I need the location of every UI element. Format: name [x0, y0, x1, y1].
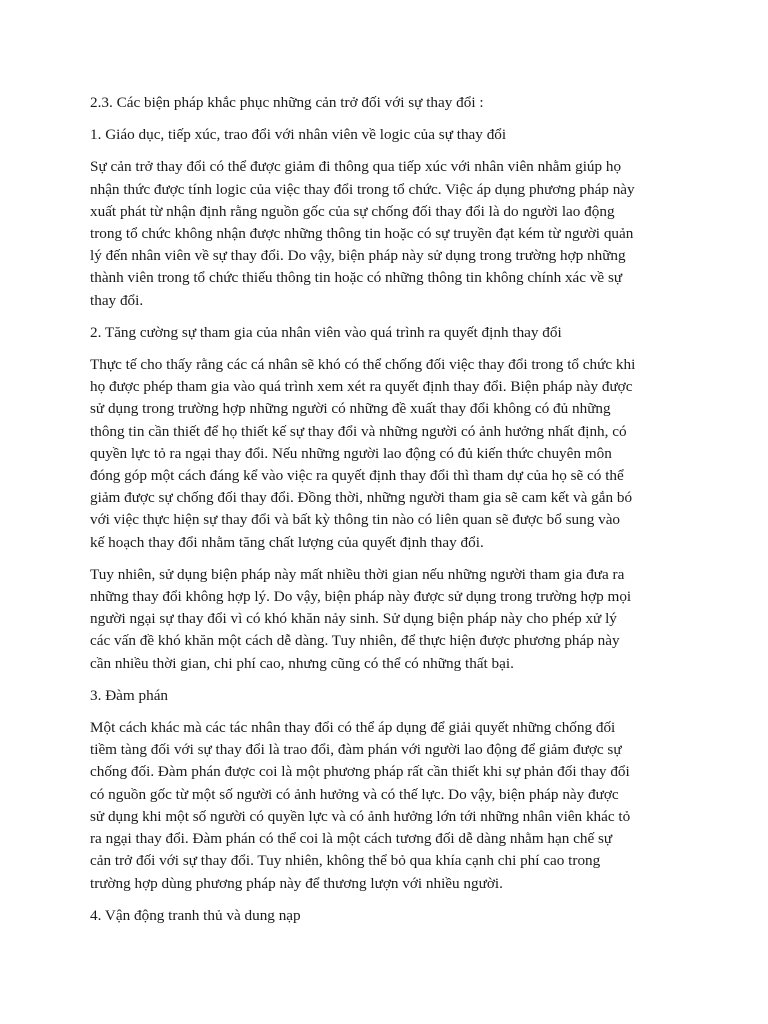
heading-4: 4. Vận động tranh thủ và dung nạp: [90, 906, 301, 924]
text-line: cản trở đối với sự thay đổi. Tuy nhiên, không thể bỏ qua khía cạnh chi phí cao trong: [90, 852, 601, 870]
text-line: người ngại sự thay đổi vì có khó khăn nảy sinh. Sử dụng biện pháp này cho phép xử lý: [90, 610, 617, 628]
text-line: các vấn đề khó khăn một cách dễ dàng. Tuy nhiên, để thực hiện được phương pháp này: [90, 632, 620, 650]
paragraph-2: [90, 354, 690, 554]
text-line: cần nhiều thời gian, chi phí cao, nhưng cũng có thể có những thất bại.: [90, 654, 514, 672]
text-line: trong tổ chức không nhận được những thông tin hoặc có sự truyền đạt kém từ người quản: [90, 225, 634, 243]
text-line: ra ngại thay đổi. Đàm phán có thể coi là một cách tương đối dễ dàng nhằm hạn chế sự: [90, 830, 613, 848]
text-line: Một cách khác mà các tác nhân thay đổi có thể áp dụng để giải quyết những chống đối: [90, 719, 616, 737]
text-line: lý đến nhân viên về sự thay đổi. Do vậy, biện pháp này sử dụng trong trường hợp những: [90, 247, 626, 265]
text-line: những thay đổi không hợp lý. Do vậy, biện pháp này được sử dụng trong trường hợp mọi: [90, 588, 632, 606]
heading-2: 2. Tăng cường sự tham gia của nhân viên vào quá trình ra quyết định thay đổi: [90, 323, 562, 341]
text-line: thay đổi.: [90, 291, 144, 309]
text-line: Tuy nhiên, sử dụng biện pháp này mất nhiều thời gian nếu những người tham gia đưa ra: [90, 565, 625, 583]
text-line: họ được phép tham gia vào quá trình xem xét ra quyết định thay đổi. Biện pháp này được: [90, 378, 633, 396]
paragraph-1: [90, 156, 690, 311]
text-line: chống đối. Đàm phán được coi là một phương pháp rất cần thiết khi sự phản đối thay đổi: [90, 763, 630, 781]
text-line: tiềm tàng đối với sự thay đổi là trao đổi, đàm phán với người lao động để giảm được sự: [90, 741, 622, 759]
document-page: [90, 92, 690, 937]
text-line: thành viên trong tổ chức thiếu thông tin hoặc có những thông tin không chính xác về sự: [90, 269, 623, 287]
text-line: kế hoạch thay đổi nhằm tăng chất lượng của quyết định thay đổi.: [90, 533, 484, 551]
text-line: Sự cản trở thay đổi có thể được giảm đi thông qua tiếp xúc với nhân viên nhằm giúp họ: [90, 158, 622, 176]
paragraph-4: [90, 717, 690, 895]
text-line: sử dụng trong trường hợp những người có những đề xuất thay đổi không có đủ những: [90, 400, 611, 418]
text-line: thông tin cần thiết để họ thiết kế sự thay đổi và những người có ảnh hưởng nhất định, có: [90, 422, 627, 440]
paragraph-3: [90, 564, 690, 675]
text-line: giảm được sự chống đối thay đổi. Đồng thời, những người tham gia sẽ cam kết và gắn bó: [90, 489, 633, 507]
text-line: đóng góp một cách đáng kể vào việc ra quyết định thay đổi thì tham dự của họ sẽ có thể: [90, 467, 624, 485]
text-line: có nguồn gốc từ một số người có ảnh hưởng và có thế lực. Do vậy, biện pháp này được: [90, 785, 619, 803]
text-line: với việc thực hiện sự thay đổi và bất kỳ thông tin nào có liên quan sẽ được bổ sung vào: [90, 511, 621, 529]
text-line: xuất phát từ nhận định rằng nguồn gốc của sự chống đối thay đổi là do người lao động: [90, 202, 615, 220]
text-line: sử dụng khi một số người có quyền lực và có ảnh hưởng lớn tới những nhân viên khác tỏ: [90, 807, 631, 825]
heading-1: 1. Giáo dục, tiếp xúc, trao đổi với nhân viên về logic của sự thay đổi: [90, 126, 507, 144]
text-line: Thực tế cho thấy rằng các cá nhân sẽ khó có thể chống đối việc thay đổi trong tổ chức khi: [90, 356, 636, 374]
heading-3: 3. Đàm phán: [90, 686, 169, 704]
text-line: quyền lực tỏ ra ngại thay đổi. Nếu những người lao động có đủ kiến thức chuyên môn: [90, 444, 612, 462]
section-title: 2.3. Các biện pháp khắc phục những cản trở đối với sự thay đổi :: [90, 94, 484, 111]
text-line: nhận thức được tính logic của việc thay đổi trong tổ chức. Việc áp dụng phương pháp này: [90, 180, 635, 198]
text-line: trường hợp dùng phương pháp này để thương lượn với nhiều người.: [90, 874, 503, 892]
